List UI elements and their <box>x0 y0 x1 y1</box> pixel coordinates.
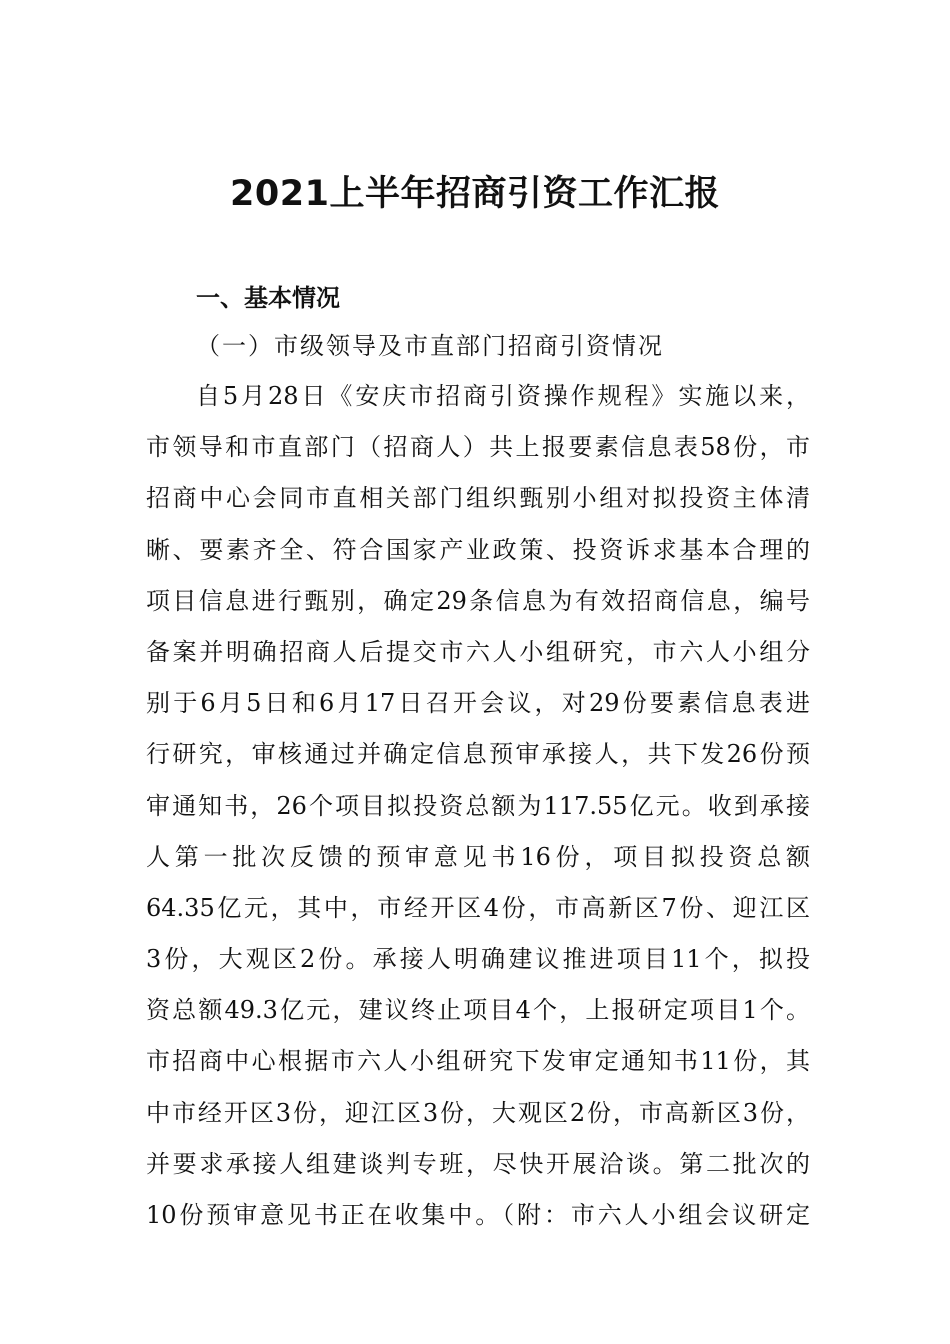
paragraph-line: 3份，大观区2份。承接人明确建议推进项目11个，拟投 <box>146 945 810 974</box>
paragraph-line: 审通知书，26个项目拟投资总额为117.55亿元。收到承接 <box>146 791 810 820</box>
paragraph-line: 64.35亿元，其中，市经开区4份，市高新区7份、迎江区 <box>146 893 810 922</box>
paragraph-line: 并要求承接人组建谈判专班，尽快开展洽谈。第二批次的 <box>146 1149 810 1178</box>
paragraph-line: 人第一批次反馈的预审意见书16份，项目拟投资总额 <box>146 842 810 871</box>
paragraph-line: 10份预审意见书正在收集中。（附：市六人小组会议研定 <box>146 1201 810 1229</box>
paragraph-line: 资总额49.3亿元，建议终止项目4个，上报研定项目1个。 <box>146 996 810 1025</box>
paragraph-line: 备案并明确招商人后提交市六人小组研究，市六人小组分 <box>146 637 810 666</box>
paragraph-line: 晰、要素齐全、符合国家产业政策、投资诉求基本合理的 <box>146 535 810 564</box>
paragraph-line: 自5月28日《安庆市招商引资操作规程》实施以来， <box>196 382 810 410</box>
document-title: 2021上半年招商引资工作汇报 <box>230 174 720 214</box>
paragraph-line: 市领导和市直部门（招商人）共上报要素信息表58份，市 <box>146 433 810 462</box>
sub-heading: （一）市级领导及市直部门招商引资情况 <box>196 332 664 360</box>
paragraph-line: 中市经开区3份，迎江区3份，大观区2份，市高新区3份， <box>146 1098 810 1127</box>
paragraph-line: 行研究，审核通过并确定信息预审承接人，共下发26份预 <box>146 740 810 769</box>
paragraph-line: 项目信息进行甄别，确定29条信息为有效招商信息，编号 <box>146 586 810 615</box>
body-paragraph <box>146 376 810 1246</box>
paragraph-line: 招商中心会同市直相关部门组织甄别小组对拟投资主体清 <box>146 484 810 513</box>
paragraph-line: 市招商中心根据市六人小组研究下发审定通知书11份，其 <box>146 1047 810 1076</box>
paragraph-line: 别于6月5日和6月17日召开会议，对29份要素信息表进 <box>146 689 810 718</box>
section-heading: 一、基本情况 <box>196 284 340 312</box>
